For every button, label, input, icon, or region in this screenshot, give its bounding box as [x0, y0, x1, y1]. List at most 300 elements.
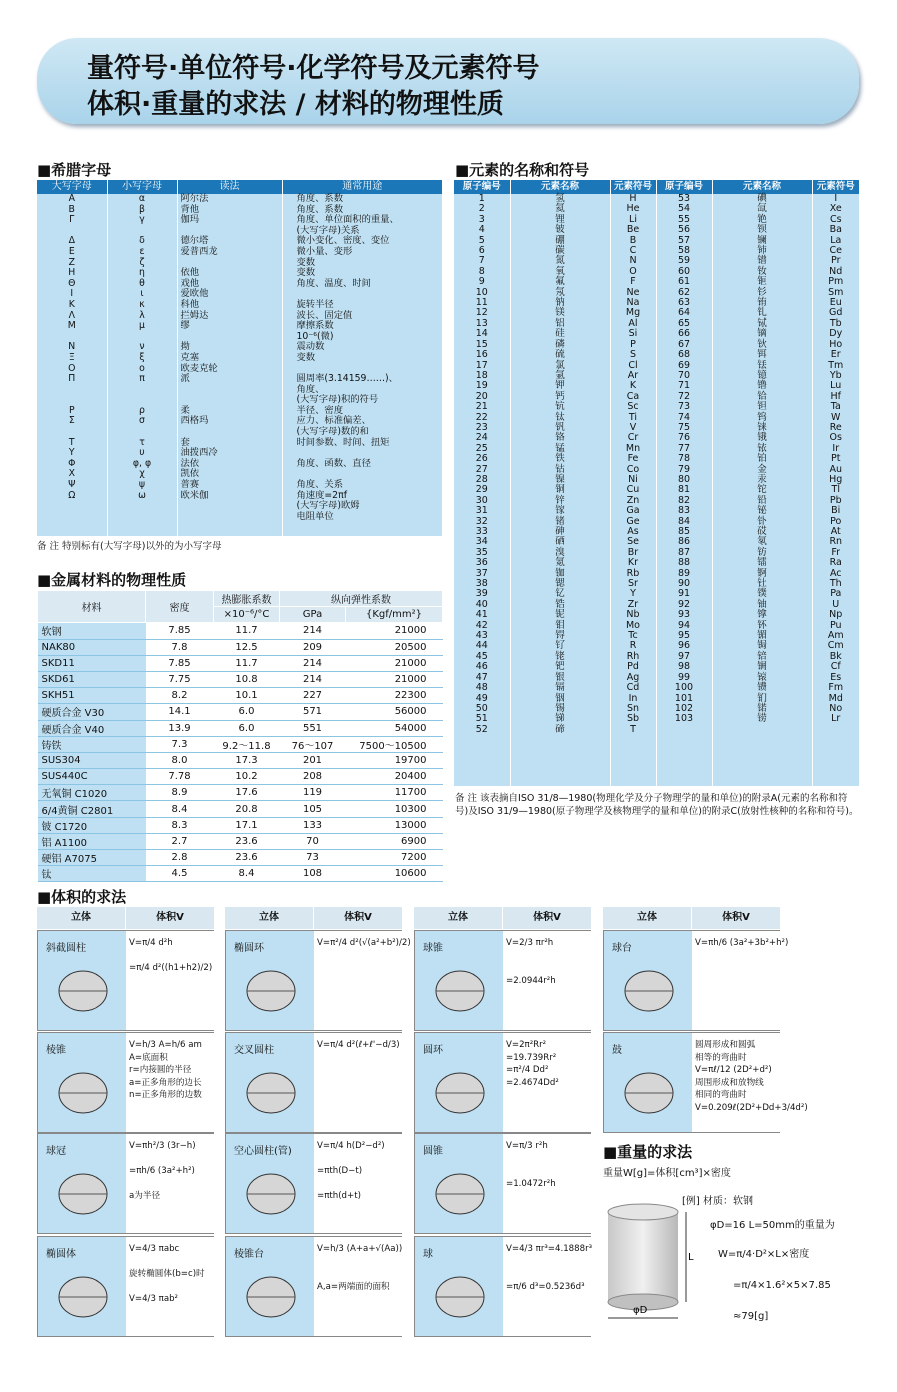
element-cell: 钛 — [555, 411, 565, 423]
table-row — [38, 752, 443, 768]
shape-formula: V=π/4 d²(ℓ+ℓ'−d/3) — [317, 1040, 400, 1050]
shape-formula: V=π/4 h(D²−d²) =πth(D−t) =πth(d+t) — [317, 1141, 385, 1201]
table-row — [38, 655, 443, 671]
element-cell: 49 — [475, 692, 488, 704]
shape-icon — [425, 1164, 495, 1224]
element-cell: 94 — [677, 619, 691, 631]
weight-eq1: W=π/4·D²×L×密度 — [718, 1249, 810, 1260]
element-cell: 40 — [475, 598, 488, 610]
table-row — [38, 769, 443, 785]
formula-box — [503, 1134, 591, 1233]
cell: 70 — [280, 833, 346, 849]
element-cell: 铋 — [757, 505, 767, 517]
element-cell: 18 — [475, 369, 488, 381]
element-cell: 35 — [475, 546, 488, 558]
element-cell: Tc — [628, 630, 638, 642]
element-cell: 36 — [475, 557, 488, 569]
element-cell: Co — [626, 463, 640, 475]
element-cell: 37 — [475, 567, 488, 579]
table-row — [38, 850, 443, 866]
element-cell: Cm — [827, 640, 844, 652]
element-cell: 铑 — [555, 650, 565, 662]
cell: 22300 — [346, 688, 443, 704]
formula-box — [314, 931, 411, 1030]
element-cell: 73 — [677, 401, 691, 413]
element-cell: 101 — [674, 692, 694, 704]
cell: 23.6 — [214, 850, 280, 866]
element-cell: Po — [830, 515, 842, 527]
element-cell: Sr — [628, 578, 638, 590]
shape-formula: V=π/4 d²h =π/4 d²((h1+h2)/2) — [129, 938, 213, 973]
element-col — [656, 194, 712, 786]
h-thermal: 热膨胀系数 — [214, 591, 280, 607]
cell: 铸铁 — [38, 736, 146, 752]
cell: 10.2 — [214, 769, 280, 785]
cell: 8.2 — [146, 688, 214, 704]
element-cell: Fr — [831, 546, 841, 558]
formula-box — [692, 931, 789, 1030]
title-line2: 体积·重量的求法 / 材料的物理性质 — [87, 89, 504, 120]
element-cell: 碲 — [555, 723, 565, 735]
table-row — [38, 866, 443, 882]
element-cell: 氧 — [555, 265, 565, 277]
weight-cond: φD=16 L=50mm的重量为 — [710, 1220, 835, 1231]
element-cell: 金 — [757, 463, 767, 475]
element-cell: 56 — [677, 224, 691, 236]
element-cell: Er — [830, 349, 841, 361]
element-cell: 98 — [677, 661, 691, 673]
element-cell: As — [627, 526, 639, 537]
element-cell: 钾 — [555, 380, 565, 392]
cell: 7.78 — [146, 769, 214, 785]
table-row — [38, 736, 443, 752]
volume-cell — [37, 1133, 214, 1234]
cell: 10600 — [346, 866, 443, 882]
element-cell: V — [629, 421, 637, 433]
element-cell: 93 — [677, 609, 691, 621]
element-cell: 65 — [677, 317, 691, 329]
vol-col-vol: 体积V — [692, 907, 780, 929]
element-cell: 锶 — [555, 578, 565, 590]
element-cell: Sc — [627, 401, 639, 413]
formula-box — [692, 1033, 808, 1132]
element-cell: 63 — [677, 297, 691, 309]
element-cell: 27 — [475, 463, 488, 475]
element-cell: Tm — [828, 359, 844, 371]
cell: 21000 — [346, 671, 443, 687]
element-cell: Lr — [831, 713, 841, 725]
vol-col-vol: 体积V — [503, 907, 591, 929]
cell: 11.7 — [214, 655, 280, 671]
cell: 214 — [280, 671, 346, 687]
element-cell: 铥 — [757, 359, 767, 371]
shape-icon — [48, 1164, 118, 1224]
element-cell: T — [630, 723, 636, 735]
element-cell: Rh — [626, 650, 640, 662]
element-cell: 71 — [677, 380, 691, 392]
cell: 6.0 — [214, 720, 280, 736]
element-cell: 铪 — [757, 390, 767, 402]
element-cell: 铷 — [555, 567, 565, 579]
element-cell: Kr — [627, 557, 639, 569]
element-cell: 83 — [677, 505, 691, 517]
element-cell: 硫 — [555, 349, 565, 361]
cell: 6.0 — [214, 704, 280, 720]
element-cell: 钐 — [757, 286, 767, 298]
element-cell: Pa — [830, 588, 842, 600]
cell: 6900 — [346, 833, 443, 849]
cell: 17.6 — [214, 785, 280, 801]
element-cell: Ga — [626, 505, 640, 517]
weight-eq3: ≈79[g] — [733, 1311, 769, 1322]
element-cell: 硒 — [555, 536, 565, 548]
element-cell: 锎 — [757, 661, 767, 673]
element-cell: 92 — [677, 598, 691, 610]
element-cell: 89 — [677, 567, 691, 579]
element-cell: 铊 — [757, 484, 767, 496]
cell: 8.9 — [146, 785, 214, 801]
element-cell: Au — [829, 463, 843, 475]
element-cell: 钆 — [757, 307, 767, 319]
cell: 54000 — [346, 720, 443, 736]
cell: 201 — [280, 752, 346, 768]
element-cell: 磷 — [555, 338, 565, 350]
cell: 硬铝 A7075 — [38, 850, 146, 866]
element-cell: Pu — [829, 619, 842, 631]
element-cell: 镧 — [757, 234, 767, 246]
element-cell: 75 — [677, 421, 691, 433]
vol-col-vol: 体积V — [314, 907, 402, 929]
volume-cell — [603, 930, 789, 1031]
element-cell: 铂 — [757, 453, 767, 465]
element-cell: 钒 — [555, 421, 565, 433]
shape-name: 球 — [423, 1249, 433, 1260]
element-cell: Sn — [626, 702, 640, 714]
element-cell: 14 — [475, 328, 488, 340]
element-cell: 钍 — [757, 578, 767, 590]
col-sym-1: 元素符号 — [610, 180, 656, 194]
element-cell: N — [629, 255, 637, 267]
shape-icon — [236, 1063, 306, 1123]
element-cell: 2 — [478, 203, 485, 215]
shape-formula: V=πh²/3 (3r−h) =πh/6 (3a²+h²) a为半径 — [129, 1141, 196, 1201]
h-elastic: 纵向弹性系数 — [280, 591, 443, 607]
table-row — [38, 720, 443, 736]
greek-upper: Α Β Γ Δ Ε Ζ Η Θ Ι Κ Λ Μ Ν Ξ Ο Π Ρ Σ Τ Υ Φ Χ Ψ Ω — [37, 194, 107, 536]
element-cell: S — [629, 349, 637, 361]
cell: 105 — [280, 801, 346, 817]
element-cell: Li — [629, 213, 637, 225]
element-cell: 镝 — [757, 328, 767, 340]
element-cell: Rn — [829, 536, 843, 548]
greek-read: 阿尔法 背他 伽玛 德尔塔 爱普西龙 依他 戏他 爱欧他 科他 拦姆达 缪 拗 克塞 欧麦克轮 派 柔 西格玛 套 油拨西冷 法依 凯依 普赛 欧米伽 — [177, 194, 282, 536]
element-cell: 铒 — [757, 349, 767, 361]
element-col — [610, 194, 656, 786]
element-cell: 锘 — [757, 702, 767, 714]
element-cell: 8 — [478, 265, 485, 277]
element-cell: He — [626, 203, 640, 215]
element-cell: P — [630, 338, 636, 350]
element-cell: 铼 — [757, 421, 767, 433]
element-cell: Ho — [829, 338, 843, 350]
element-cell: 铍 — [555, 224, 565, 236]
cell: 钛 — [38, 866, 146, 882]
element-cell: 91 — [677, 588, 691, 600]
element-cell: Sm — [828, 286, 844, 298]
shape-formula: V=πh/6 (3a²+3b²+h²) — [695, 938, 789, 948]
element-cell: 铬 — [555, 432, 565, 444]
element-cell: K — [629, 380, 637, 392]
element-cell: Ca — [626, 390, 640, 402]
shape-name: 椭圆环 — [234, 943, 264, 954]
volume-cell — [414, 930, 591, 1031]
element-cell: 66 — [677, 328, 691, 340]
shape-formula: V=4/3 πr³=4.1888r³ =π/6 d³=0.5236d³ — [506, 1244, 593, 1292]
cell: SUS304 — [38, 752, 146, 768]
cell: 119 — [280, 785, 346, 801]
element-cell: 72 — [677, 390, 691, 402]
element-cell: 钌 — [555, 640, 565, 652]
element-cell: No — [829, 702, 843, 714]
formula-box — [503, 1033, 591, 1132]
shape-name: 球台 — [612, 943, 632, 954]
cell: 无氧铜 C1020 — [38, 785, 146, 801]
element-cell: Pb — [829, 494, 842, 506]
element-cell: 88 — [677, 557, 691, 569]
element-cell: Re — [829, 421, 842, 433]
element-cell: 氦 — [555, 203, 565, 215]
cell: 11.7 — [214, 623, 280, 639]
shape-formula: V=h/3 A=h/6 am A=底面积 r=内接圆的半径 a=正多角形的边长 n=正多角形的边数 — [129, 1040, 202, 1100]
element-cell: Ni — [628, 473, 638, 485]
cell: 9.2～11.8 — [214, 736, 280, 752]
element-cell: Ce — [829, 245, 842, 257]
element-cell: Sb — [626, 713, 640, 725]
shape-icon — [425, 961, 495, 1021]
element-cell: 12 — [475, 307, 488, 319]
element-cell: 铕 — [757, 297, 767, 309]
table-row — [38, 688, 443, 704]
element-cell: C — [629, 245, 637, 257]
shape-formula: V=2π²Rr² =19.739Rr² =π²/4 Dd² =2.4674Dd² — [506, 1040, 559, 1088]
element-cell: 锿 — [757, 671, 767, 683]
element-cell: 45 — [475, 650, 488, 662]
element-cell: Al — [628, 317, 638, 329]
element-cell: 13 — [475, 317, 488, 329]
greek-table — [37, 180, 443, 536]
volume-cell — [414, 1133, 591, 1234]
h-material: 材料 — [38, 591, 146, 623]
cell: 6/4黄铜 C2801 — [38, 801, 146, 817]
element-cell: 氪 — [555, 557, 565, 569]
element-cell: 氮 — [555, 255, 565, 267]
formula-box — [503, 931, 591, 1030]
cell: 209 — [280, 639, 346, 655]
cell: 76～107 — [280, 736, 346, 752]
cell: SKH51 — [38, 688, 146, 704]
shape-name: 交叉圆柱 — [234, 1045, 274, 1056]
element-cell: 102 — [674, 702, 694, 714]
element-cell: 4 — [478, 224, 485, 236]
cell: 214 — [280, 655, 346, 671]
element-cell: 78 — [677, 453, 691, 465]
cell: 7.3 — [146, 736, 214, 752]
element-cell: Ta — [830, 401, 841, 413]
element-cell: 20 — [475, 390, 488, 402]
element-cell: 62 — [677, 286, 691, 298]
vol-col-vol: 体积V — [126, 907, 214, 929]
element-cell: 26 — [475, 453, 488, 465]
element-cell: 钴 — [555, 463, 565, 475]
element-cell: Na — [626, 297, 640, 309]
element-cell: 氩 — [555, 369, 565, 381]
col-name-1: 元素名称 — [510, 180, 610, 194]
element-cell: Ac — [829, 567, 842, 579]
element-cell: 钨 — [757, 411, 767, 423]
element-cell: 16 — [475, 349, 488, 361]
element-cell: 52 — [475, 723, 488, 735]
element-cell: W — [831, 411, 841, 423]
element-cell: Ra — [829, 557, 842, 569]
shape-icon — [614, 1063, 684, 1123]
element-cell: 68 — [677, 349, 691, 361]
element-cell: 氡 — [757, 536, 767, 548]
element-cell: 99 — [677, 671, 691, 683]
element-cell: 锝 — [555, 630, 565, 642]
element-cell: 锰 — [555, 442, 565, 454]
element-cell: 溴 — [555, 546, 565, 558]
element-cell: 镎 — [757, 609, 767, 621]
element-cell: Ba — [829, 224, 842, 236]
element-cell: 100 — [674, 682, 694, 694]
element-cell: 锫 — [757, 650, 767, 662]
element-cell: H — [629, 193, 637, 204]
element-cell: 50 — [475, 702, 488, 714]
cell: 20.8 — [214, 801, 280, 817]
element-cell: 钡 — [757, 224, 767, 236]
shape-name: 球冠 — [46, 1146, 66, 1157]
element-cell: U — [832, 598, 840, 610]
element-cell: 64 — [677, 307, 691, 319]
element-cell: 82 — [677, 494, 691, 506]
element-cell: Mn — [625, 442, 641, 454]
shape-formula: V=π/3 r²h =1.0472r²h — [506, 1141, 556, 1189]
element-cell: 76 — [677, 432, 691, 444]
cell: 7.75 — [146, 671, 214, 687]
element-cell: 24 — [475, 432, 488, 444]
element-cell: 钕 — [757, 265, 767, 277]
element-cell: 31 — [475, 505, 488, 517]
element-cell: 铱 — [757, 442, 767, 454]
element-cell: Be — [626, 224, 640, 236]
element-cell: Zr — [627, 598, 639, 610]
element-cell: 55 — [677, 213, 691, 225]
element-cell: 碳 — [555, 245, 565, 257]
cell: 208 — [280, 769, 346, 785]
element-cell: 锡 — [555, 702, 565, 714]
element-cell: 86 — [677, 536, 691, 548]
cell: 7500～10500 — [346, 736, 443, 752]
table-row — [38, 817, 443, 833]
dim-l-label: L — [688, 1252, 694, 1263]
element-col — [812, 194, 860, 786]
col-use: 通常用途 — [282, 180, 443, 194]
formula-box — [126, 1237, 214, 1336]
element-cell: 58 — [677, 245, 691, 257]
element-cell: 铀 — [757, 598, 767, 610]
element-cell: Cf — [830, 661, 841, 673]
element-cell: Se — [627, 536, 639, 548]
element-cell: 77 — [677, 442, 691, 454]
cell: 227 — [280, 688, 346, 704]
element-cell: 22 — [475, 411, 488, 423]
element-cell: 10 — [475, 286, 488, 298]
element-cell: 43 — [475, 630, 488, 642]
element-cell: 锂 — [555, 213, 565, 225]
element-cell: 铝 — [555, 317, 565, 329]
element-cell: 锗 — [555, 515, 565, 527]
element-cell: 铌 — [555, 609, 565, 621]
cell: 571 — [280, 704, 346, 720]
cell: 7.8 — [146, 639, 214, 655]
shape-name: 圆环 — [423, 1045, 443, 1056]
element-cell: 54 — [677, 203, 691, 215]
element-cell: 氢 — [555, 193, 565, 204]
h-kgf: {Kgf/mm²} — [346, 607, 443, 623]
element-cell: 钋 — [757, 515, 767, 527]
element-cell: 钯 — [555, 661, 565, 673]
cell: 硬质合金 V40 — [38, 720, 146, 736]
element-cell: 3 — [478, 213, 485, 225]
formula-box — [503, 1237, 591, 1336]
element-cell: 镉 — [555, 682, 565, 694]
element-cell: 53 — [677, 193, 691, 204]
volume-cell — [37, 1236, 214, 1337]
element-cell: 铯 — [757, 213, 767, 225]
cell: 17.1 — [214, 817, 280, 833]
element-cell: Pr — [831, 255, 841, 267]
element-cell: 铜 — [555, 484, 565, 496]
cell: 73 — [280, 850, 346, 866]
shape-icon — [236, 961, 306, 1021]
element-cell: 锑 — [555, 713, 565, 725]
shape-icon — [425, 1063, 495, 1123]
element-cell: 96 — [677, 640, 691, 652]
cell: 10.1 — [214, 688, 280, 704]
shape-formula: V=2/3 πr²h =2.0944r²h — [506, 938, 556, 986]
cell: 13000 — [346, 817, 443, 833]
element-cell: 钬 — [757, 338, 767, 350]
element-col — [712, 194, 812, 786]
element-cell: Rb — [626, 567, 640, 579]
element-cell: Br — [627, 546, 639, 558]
element-cell: 锔 — [757, 640, 767, 652]
cell: 硬质合金 V30 — [38, 704, 146, 720]
element-cell: 钷 — [757, 276, 767, 288]
element-cell: 氯 — [555, 359, 565, 371]
volume-cell — [225, 1032, 402, 1133]
element-cell: 镥 — [757, 380, 767, 392]
cell: 56000 — [346, 704, 443, 720]
element-cell: 15 — [475, 338, 488, 350]
table-row — [38, 833, 443, 849]
element-cell: O — [629, 265, 637, 277]
element-cell: 镄 — [757, 682, 767, 694]
cell: 10.8 — [214, 671, 280, 687]
greek-note: 备 注 特别标有(大写字母)以外的为小写字母 — [37, 541, 222, 552]
element-cell: 铅 — [757, 494, 767, 506]
cell: 铍 C1720 — [38, 817, 146, 833]
